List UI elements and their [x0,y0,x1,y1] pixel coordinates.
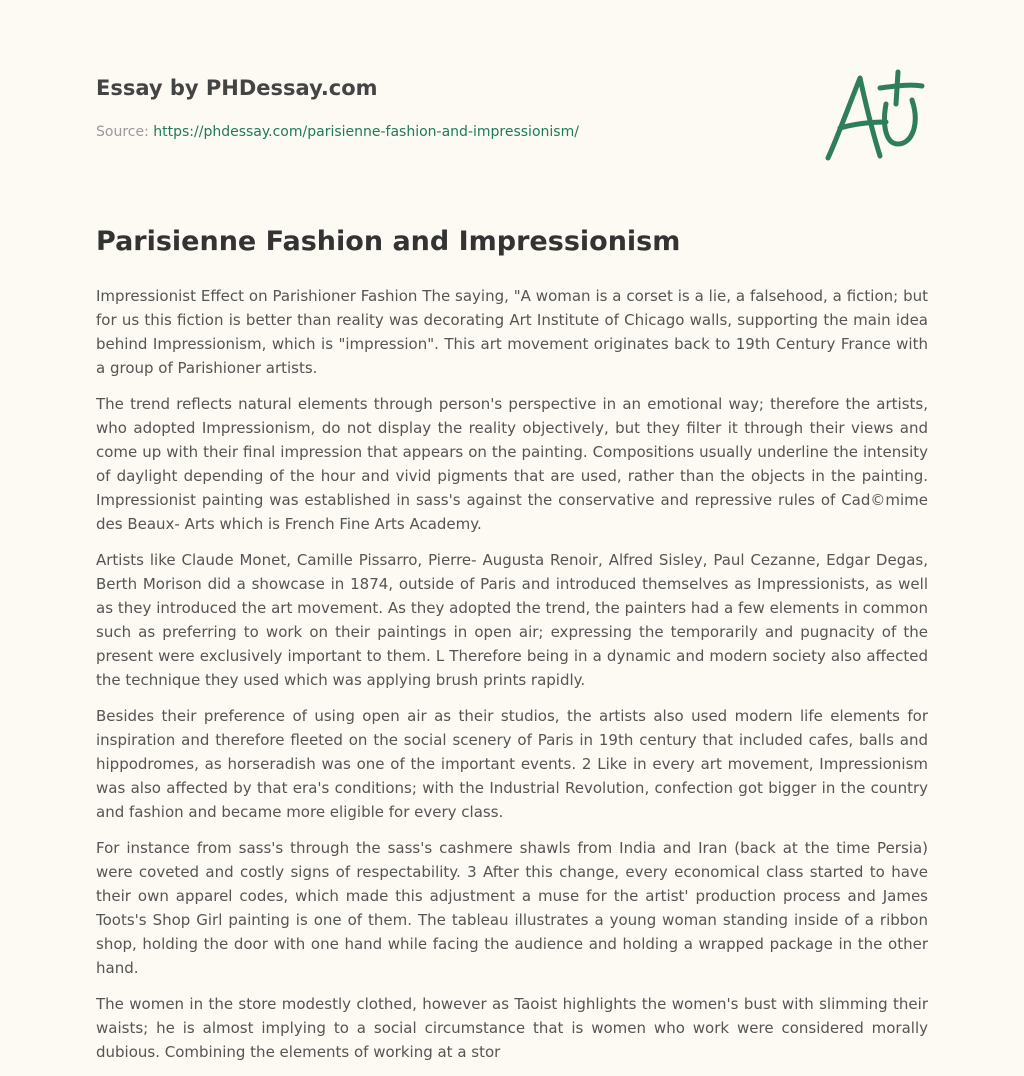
source-link[interactable]: https://phdessay.com/parisienne-fashion-and-impressionism/ [153,124,579,140]
essay-paragraph: For instance from sass's through the sass's cashmere shawls from India and Iran (back at the time Persia) were coveted and costly signs of respectability. 3 After this change, every economical class started to have their own apparel codes, which made this adjustment a muse for the artist' production process and James Toots's Shop Girl painting is one of them. The tableau illustrates a young woman standing inside of a ribbon shop, holding the door with one hand while facing the audience and holding a wrapped package in the other hand. [96,839,928,977]
a-plus-logo-icon [824,66,926,166]
source-line [96,124,579,140]
site-brand: Essay by PHDessay.com [96,76,378,100]
essay-title: Parisienne Fashion and Impressionism [96,226,681,257]
essay-paragraph: Impressionist Effect on Parishioner Fashion The saying, "A woman is a corset is a lie, a falsehood, a fiction; but for us this fiction is better than reality was decorating Art Institute of Chicago walls, supporting the main idea behind Impressionism, which is "impression". This art movement originates back to 19th Century France with a group of Parishioner artists. [96,287,928,377]
essay-paragraph: Besides their preference of using open air as their studios, the artists also used modern life elements for inspiration and therefore fleeted on the social scenery of Paris in 19th century that included cafes, balls and hippodromes, as horseradish was one of the important events. 2 Like in every art movement, Impressionism was also affected by that era's conditions; with the Industrial Revolution, confection got bigger in the country and fashion and became more eligible for every class. [96,707,928,821]
essay-body [96,284,928,1076]
essay-paragraph: The women in the store modestly clothed, however as Taoist highlights the women's bust with slimming their waists; he is almost implying to a social circumstance that is women who work were considered morally dubious. Combining the elements of working at a stor [96,995,928,1061]
source-label: Source: [96,124,149,140]
essay-paragraph: Artists like Claude Monet, Camille Pissarro, Pierre- Augusta Renoir, Alfred Sisley, Paul Cezanne, Edgar Degas, Berth Morison did a showcase in 1874, outside of Paris and introduced themselves as Impressionists, as well as they introduced the art movement. As they adopted the trend, the painters had a few elements in common such as preferring to work on their paintings in open air; expressing the temporarily and pugnacity of the present were exclusively important to them. L Therefore being in a dynamic and modern society also affected the technique they used which was applying brush prints rapidly. [96,551,928,689]
essay-paragraph: The trend reflects natural elements through person's perspective in an emotional way; therefore the artists, who adopted Impressionism, do not display the reality objectively, but they filter it through their views and come up with their final impression that appears on the painting. Compositions usually underline the intensity of daylight depending of the hour and vivid pigments that are used, rather than the objects in the painting. Impressionist painting was established in sass's against the conservative and repressive rules of Cad©mime des Beaux- Arts which is French Fine Arts Academy. [96,395,928,533]
essay-header [96,0,928,200]
